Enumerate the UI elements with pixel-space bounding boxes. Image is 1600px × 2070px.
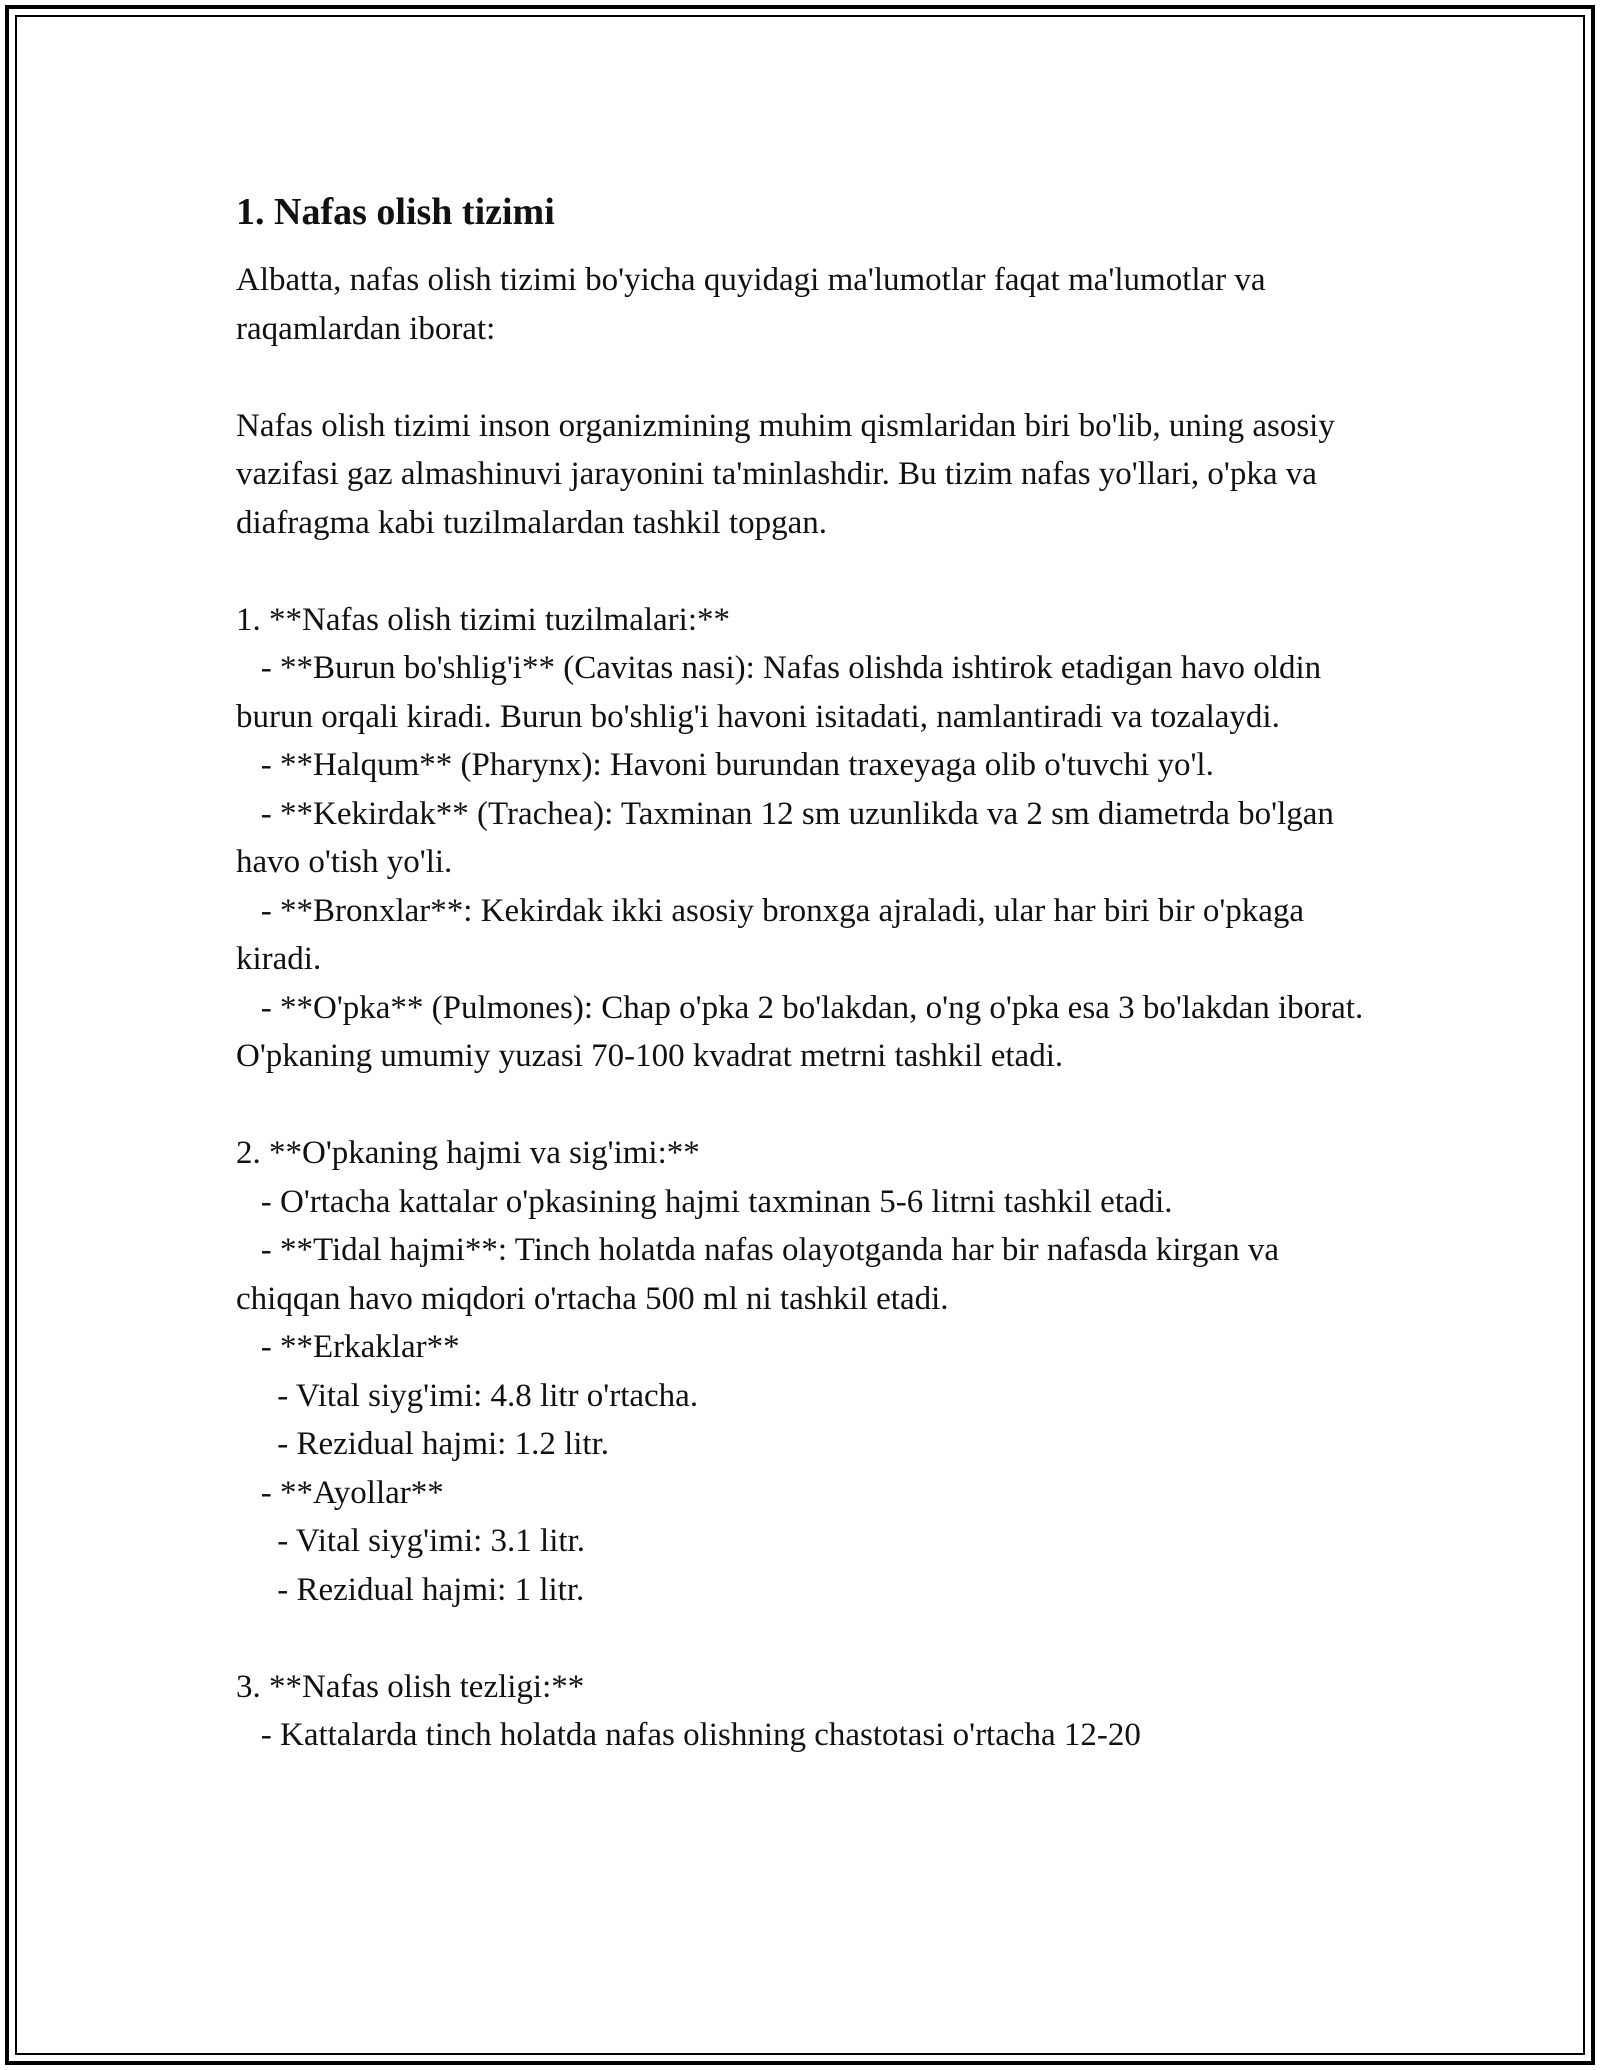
list-item: - **Bronxlar**: Kekirdak ikki asosiy bronxga ajraladi, ular har biri bir o'pkaga kiradi. bbox=[236, 892, 1313, 977]
list-item: - **O'pka** (Pulmones): Chap o'pka 2 bo'lakdan, o'ng o'pka esa 3 bo'lakdan iborat. O'pkaning umumiy yuzasi 70-100 kvadrat metrni tashkil etadi. bbox=[236, 989, 1372, 1074]
list-item: - Rezidual hajmi: 1.2 litr. bbox=[236, 1426, 610, 1462]
description-paragraph: Nafas olish tizimi inson organizmining muhim qismlaridan biri bo'lib, uning asosiy vazifasi gaz almashinuvi jarayonini ta'minlashdir. Bu tizim nafas yo'llari, o'pka va diafragma kabi tuzilmalardan tashkil topgan. bbox=[236, 407, 1335, 541]
spacer bbox=[236, 1081, 1366, 1130]
spacer bbox=[236, 1614, 1366, 1663]
page-title: 1. Nafas olish tizimi bbox=[236, 191, 555, 233]
list-item: - **Kekirdak** (Trachea): Taxminan 12 sm uzunlikda va 2 sm diametrda bo'lgan havo o'tish yo'li. bbox=[236, 795, 1343, 880]
intro-paragraph: Albatta, nafas olish tizimi bo'yicha quyidagi ma'lumotlar faqat ma'lumotlar va raqamlardan iborat: bbox=[236, 262, 1266, 347]
section-structures bbox=[236, 596, 1372, 1081]
list-item: - Rezidual hajmi: 1 litr. bbox=[236, 1571, 585, 1608]
list-item: - **Tidal hajmi**: Tinch holatda nafas olayotganda har bir nafasda kirgan va chiqqan havo miqdori o'rtacha 500 ml ni tashkil etadi. bbox=[236, 1232, 1288, 1317]
list-item: - O'rtacha kattalar o'pkasining hajmi taxminan 5-6 litrni tashkil etadi. bbox=[236, 1183, 1173, 1220]
list-item: - **Burun bo'shlig'i** (Cavitas nasi): Nafas olishda ishtirok etadigan havo oldin burun orqali kiradi. Burun bo'shlig'i havoni isitadati, namlantiradi va tozalaydi. bbox=[236, 650, 1330, 735]
section-breathing-rate bbox=[236, 1663, 1366, 1760]
document-body bbox=[236, 188, 1372, 1760]
list-item: - **Ayollar** bbox=[236, 1474, 444, 1511]
list-item: - **Halqum** (Pharynx): Havoni burundan traxeyaga olib o'tuvchi yo'l. bbox=[236, 747, 1214, 783]
list-item: - Vital siyg'imi: 3.1 litr. bbox=[236, 1523, 585, 1559]
spacer bbox=[236, 353, 1366, 402]
section-lung-volume bbox=[236, 1129, 1366, 1614]
list-item: - Vital siyg'imi: 4.8 litr o'rtacha. bbox=[236, 1377, 699, 1414]
list-item: - Kattalarda tinch holatda nafas olishning chastotasi o'rtacha 12-20 bbox=[236, 1717, 1141, 1753]
list-item: - **Erkaklar** bbox=[236, 1329, 460, 1365]
section-title: 3. **Nafas olish tezligi:** bbox=[236, 1668, 585, 1705]
section-title: 2. **O'pkaning hajmi va sig'imi:** bbox=[236, 1135, 700, 1171]
section-title: 1. **Nafas olish tizimi tuzilmalari:** bbox=[236, 601, 730, 638]
spacer bbox=[236, 547, 1366, 596]
